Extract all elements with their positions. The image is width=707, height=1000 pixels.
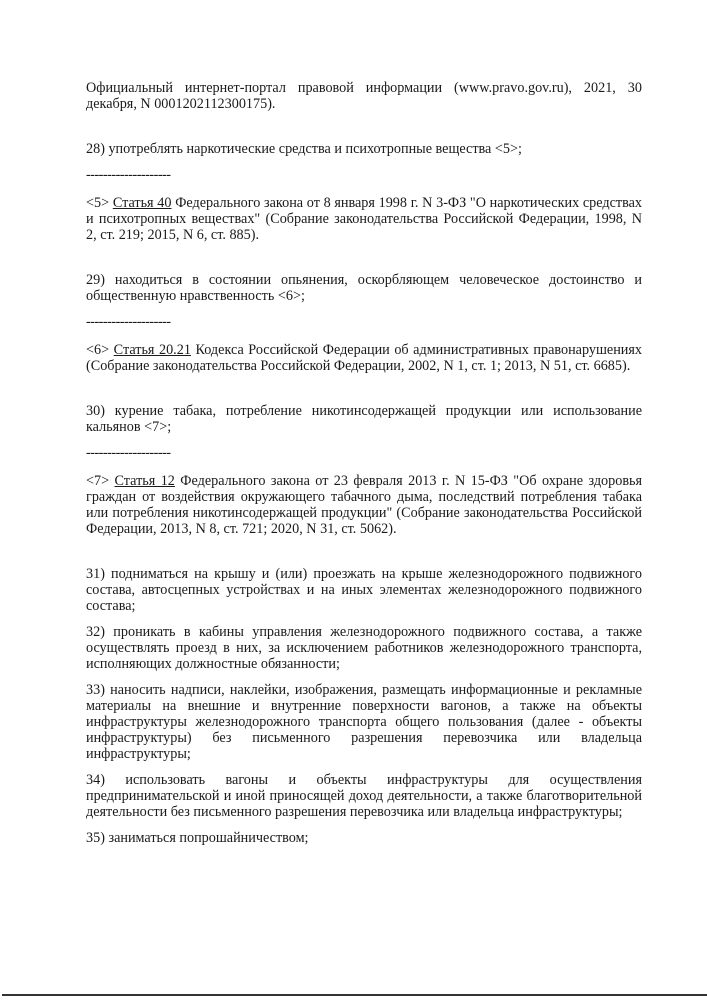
- item-32: 32) проникать в кабины управления железнодорожного подвижного состава, а также осуществлять проезд в них, за исключением работников железнодорожного транспорта, исполняющих должностные обязанности;: [86, 624, 642, 672]
- intro-paragraph: Официальный интернет-портал правовой информации (www.pravo.gov.ru), 2021, 30 декабря, N 0001202112300175).: [86, 80, 642, 112]
- footnote-7: [86, 473, 642, 537]
- footnote-link-statya-40[interactable]: Статья 40: [112, 195, 172, 211]
- footnote-marker: <6>: [86, 342, 110, 358]
- item-34: 34) использовать вагоны и объекты инфраструктуры для осуществления предпринимательской и иной приносящей доход деятельности, а также благотворительной деятельности без письменного разрешения перевозчика или владельца инфраструктуры;: [86, 772, 642, 820]
- footnote-text: Федерального закона от 8 января 1998 г. N 3-ФЗ "О наркотических средствах и психотропных веществах" (Собрание законодательства Российской Федерации, 1998, N 2, ст. 219; 2015, N 6, ст. 885).: [86, 195, 643, 243]
- footnote-text: Кодекса Российской Федерации об административных правонарушениях (Собрание законодательства Российской Федерации, 2002, N 1, ст. 1; 2013, N 51, ст. 6685).: [86, 342, 643, 374]
- item-33: 33) наносить надписи, наклейки, изображения, размещать информационные и рекламные материалы на внешние и внутренние поверхности вагонов, а также на объекты инфраструктуры железнодорожного транспорта общего пользования (далее - объекты инфраструктуры) без письменного разрешения перевозчика или владельца инфраструктуры;: [86, 682, 642, 762]
- footnote-link-statya-20-21[interactable]: Статья 20.21: [113, 342, 191, 358]
- item-29: 29) находиться в состоянии опьянения, оскорбляющем человеческое достоинство и общественную нравственность <6>;: [86, 272, 642, 304]
- footnote-text: Федерального закона от 23 февраля 2013 г. N 15-ФЗ "Об охране здоровья граждан от воздействия окружающего табачного дыма, последствий потребления табака или потребления никотинсодержащей продукции" (Собрание законодательства Российской Федерации, 2013, N 8, ст. 721; 2020, N 31, ст. 5062).: [86, 473, 643, 537]
- footnote-link-statya-12[interactable]: Статья 12: [114, 473, 175, 489]
- item-35: 35) заниматься попрошайничеством;: [86, 830, 309, 846]
- item-28: 28) употреблять наркотические средства и психотропные вещества <5>;: [86, 141, 522, 157]
- footnote-5: [86, 195, 642, 243]
- footnote-separator: --------------------: [86, 167, 171, 183]
- item-31: 31) подниматься на крышу и (или) проезжать на крыше железнодорожного подвижного состава, автосцепных устройствах и на иных элементах железнодорожного подвижного состава;: [86, 566, 642, 614]
- document-page: [86, 80, 642, 846]
- page-bottom-rule: [2, 994, 707, 996]
- footnote-marker: <7>: [86, 473, 110, 489]
- footnote-6: [86, 342, 642, 374]
- footnote-separator: --------------------: [86, 445, 171, 461]
- footnote-separator: --------------------: [86, 314, 171, 330]
- footnote-marker: <5>: [86, 195, 110, 211]
- item-30: 30) курение табака, потребление никотинсодержащей продукции или использование кальянов <7>;: [86, 403, 642, 435]
